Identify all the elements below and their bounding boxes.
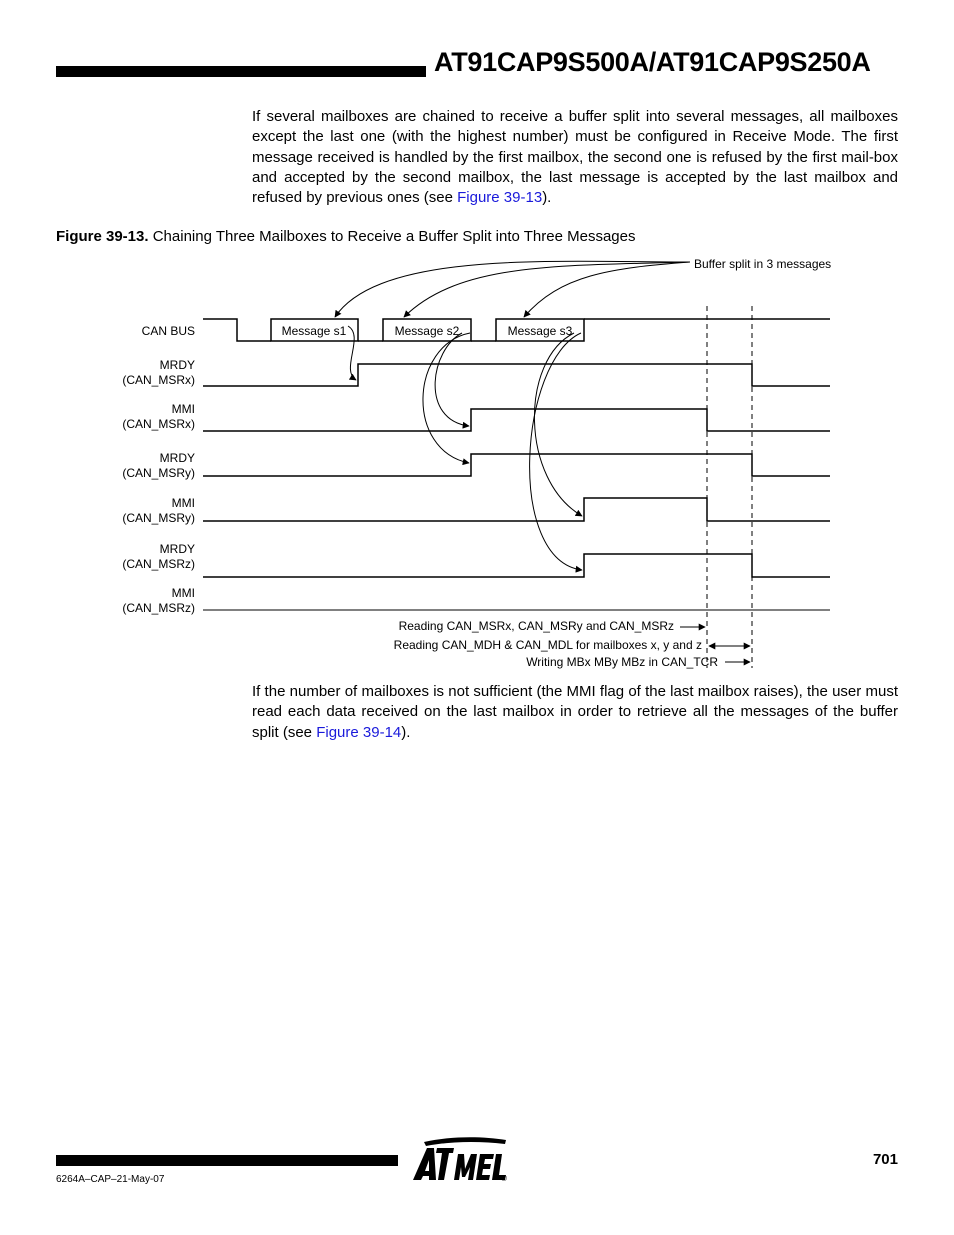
mrdy-x-label: MRDY — [159, 358, 195, 372]
mmi-x-sublabel: (CAN_MSRx) — [122, 417, 195, 431]
buffer-split-label: Buffer split in 3 messages — [694, 257, 832, 271]
document-reference: 6264A–CAP–21-May-07 — [56, 1174, 165, 1185]
document-title: AT91CAP9S500A/AT91CAP9S250A — [434, 47, 871, 77]
note-reading-mdh-mdl: Reading CAN_MDH & CAN_MDL for mailboxes x, y and z — [393, 638, 702, 652]
mmi-y-label: MMI — [171, 496, 195, 510]
mmi-z-sublabel: (CAN_MSRz) — [122, 601, 195, 615]
intro-paragraph: If several mailboxes are chained to receive a buffer split into several messages, all mailboxes except the last one (with the highest number) must be configured in Receive Mode. The first message received is handled by the first mailbox, the second one is refused by the first mail-box and accepted by the second mailbox, the last message is accepted by the last mailbox and refused by previous ones (see Figure 39-13). — [252, 108, 898, 207]
mrdy-y-signal — [203, 454, 830, 476]
timing-diagram — [0, 250, 954, 680]
mrdy-z-signal — [203, 554, 830, 577]
timing-markers — [707, 306, 752, 668]
mrdy-y-sublabel: (CAN_MSRy) — [122, 466, 195, 480]
header-rule — [56, 66, 426, 77]
mrdy-z-sublabel: (CAN_MSRz) — [122, 557, 195, 571]
message-s3: Message s3 — [507, 324, 573, 338]
mrdy-y-label: MRDY — [159, 451, 195, 465]
message-s1: Message s1 — [281, 324, 347, 338]
figure-14-link[interactable]: Figure 39-14 — [316, 723, 402, 741]
message-arrows — [348, 326, 582, 570]
note-reading-msr: Reading CAN_MSRx, CAN_MSRy and CAN_MSRz — [398, 619, 674, 633]
figure-13-link[interactable]: Figure 39-13 — [457, 189, 543, 207]
message-s2: Message s2 — [394, 324, 460, 338]
mmi-x-signal — [203, 409, 830, 431]
mrdy-x-signal — [203, 364, 830, 386]
mailbox-insufficient-paragraph: If the number of mailboxes is not sufficient (the MMI flag of the last mailbox raises), the user must read each data received on the last mailbox in order to retrieve all the messages of the buffer split (see Figure 39-14). — [252, 683, 898, 741]
atmel-logo-icon — [410, 1136, 510, 1186]
mmi-y-sublabel: (CAN_MSRy) — [122, 511, 195, 525]
footer-rule — [56, 1155, 398, 1166]
mmi-z-label: MMI — [171, 586, 195, 600]
note-writing-tcr: Writing MBx MBy MBz in CAN_TCR — [526, 655, 718, 669]
mrdy-x-sublabel: (CAN_MSRx) — [122, 373, 195, 387]
figure-caption: Figure 39-13. Chaining Three Mailboxes to Receive a Buffer Split into Three Messages — [56, 228, 636, 245]
mmi-y-signal — [203, 498, 830, 521]
buffer-arrows — [335, 261, 690, 317]
mrdy-z-label: MRDY — [159, 542, 195, 556]
can-bus-label: CAN BUS — [141, 324, 195, 338]
page-number: 701 — [872, 1151, 898, 1168]
mmi-x-label: MMI — [171, 402, 195, 416]
registered-mark: ® — [501, 1174, 507, 1183]
